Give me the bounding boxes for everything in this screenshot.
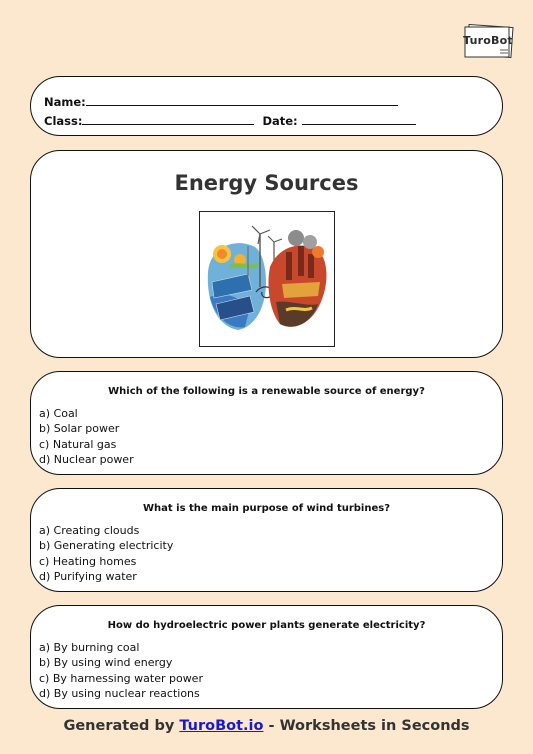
footer [0,718,533,734]
answer-option[interactable]: c) Natural gas [39,437,117,451]
date-field[interactable] [302,113,416,125]
class-label: Class: [44,114,83,128]
answer-option[interactable]: d) Purifying water [39,570,137,584]
answer-options [39,406,134,468]
energy-sources-illustration [199,211,335,347]
class-date-row [44,113,416,128]
answer-option[interactable]: d) By using nuclear reactions [39,687,200,701]
turobot-logo [462,24,516,58]
answer-option[interactable]: c) By harnessing water power [39,671,203,685]
student-info-card [30,76,503,136]
answer-options [39,640,203,702]
answer-option[interactable]: a) By burning coal [39,641,140,654]
name-row [44,94,398,109]
name-label: Name: [44,95,86,109]
title-card [30,150,503,358]
answer-options [39,523,173,585]
answer-option[interactable]: c) Heating homes [39,554,137,568]
worksheet-title: Energy Sources [174,171,359,195]
name-field[interactable] [86,94,398,106]
answer-option[interactable]: a) Creating clouds [39,524,140,537]
question-card-1 [30,371,503,475]
question-card-3 [30,605,503,709]
footer-suffix: - Worksheets in Seconds [263,718,470,734]
answer-option[interactable]: d) Nuclear power [39,453,134,467]
answer-option[interactable]: b) Generating electricity [39,539,174,553]
class-field[interactable] [82,113,254,125]
energy-illustration-image [200,212,334,346]
answer-option[interactable]: b) Solar power [39,422,120,436]
answer-option[interactable]: b) By using wind energy [39,656,173,670]
question-text: How do hydroelectric power plants generate electricity? [107,620,426,631]
question-text: Which of the following is a renewable source of energy? [108,386,425,397]
logo-text: TuroBot [463,34,513,47]
footer-prefix: Generated by [63,718,180,734]
question-text: What is the main purpose of wind turbines? [142,503,391,514]
answer-option[interactable]: a) Coal [39,407,78,420]
turobot-link[interactable]: TuroBot.io [179,718,264,734]
date-label: Date: [262,114,298,128]
question-card-2 [30,488,503,592]
